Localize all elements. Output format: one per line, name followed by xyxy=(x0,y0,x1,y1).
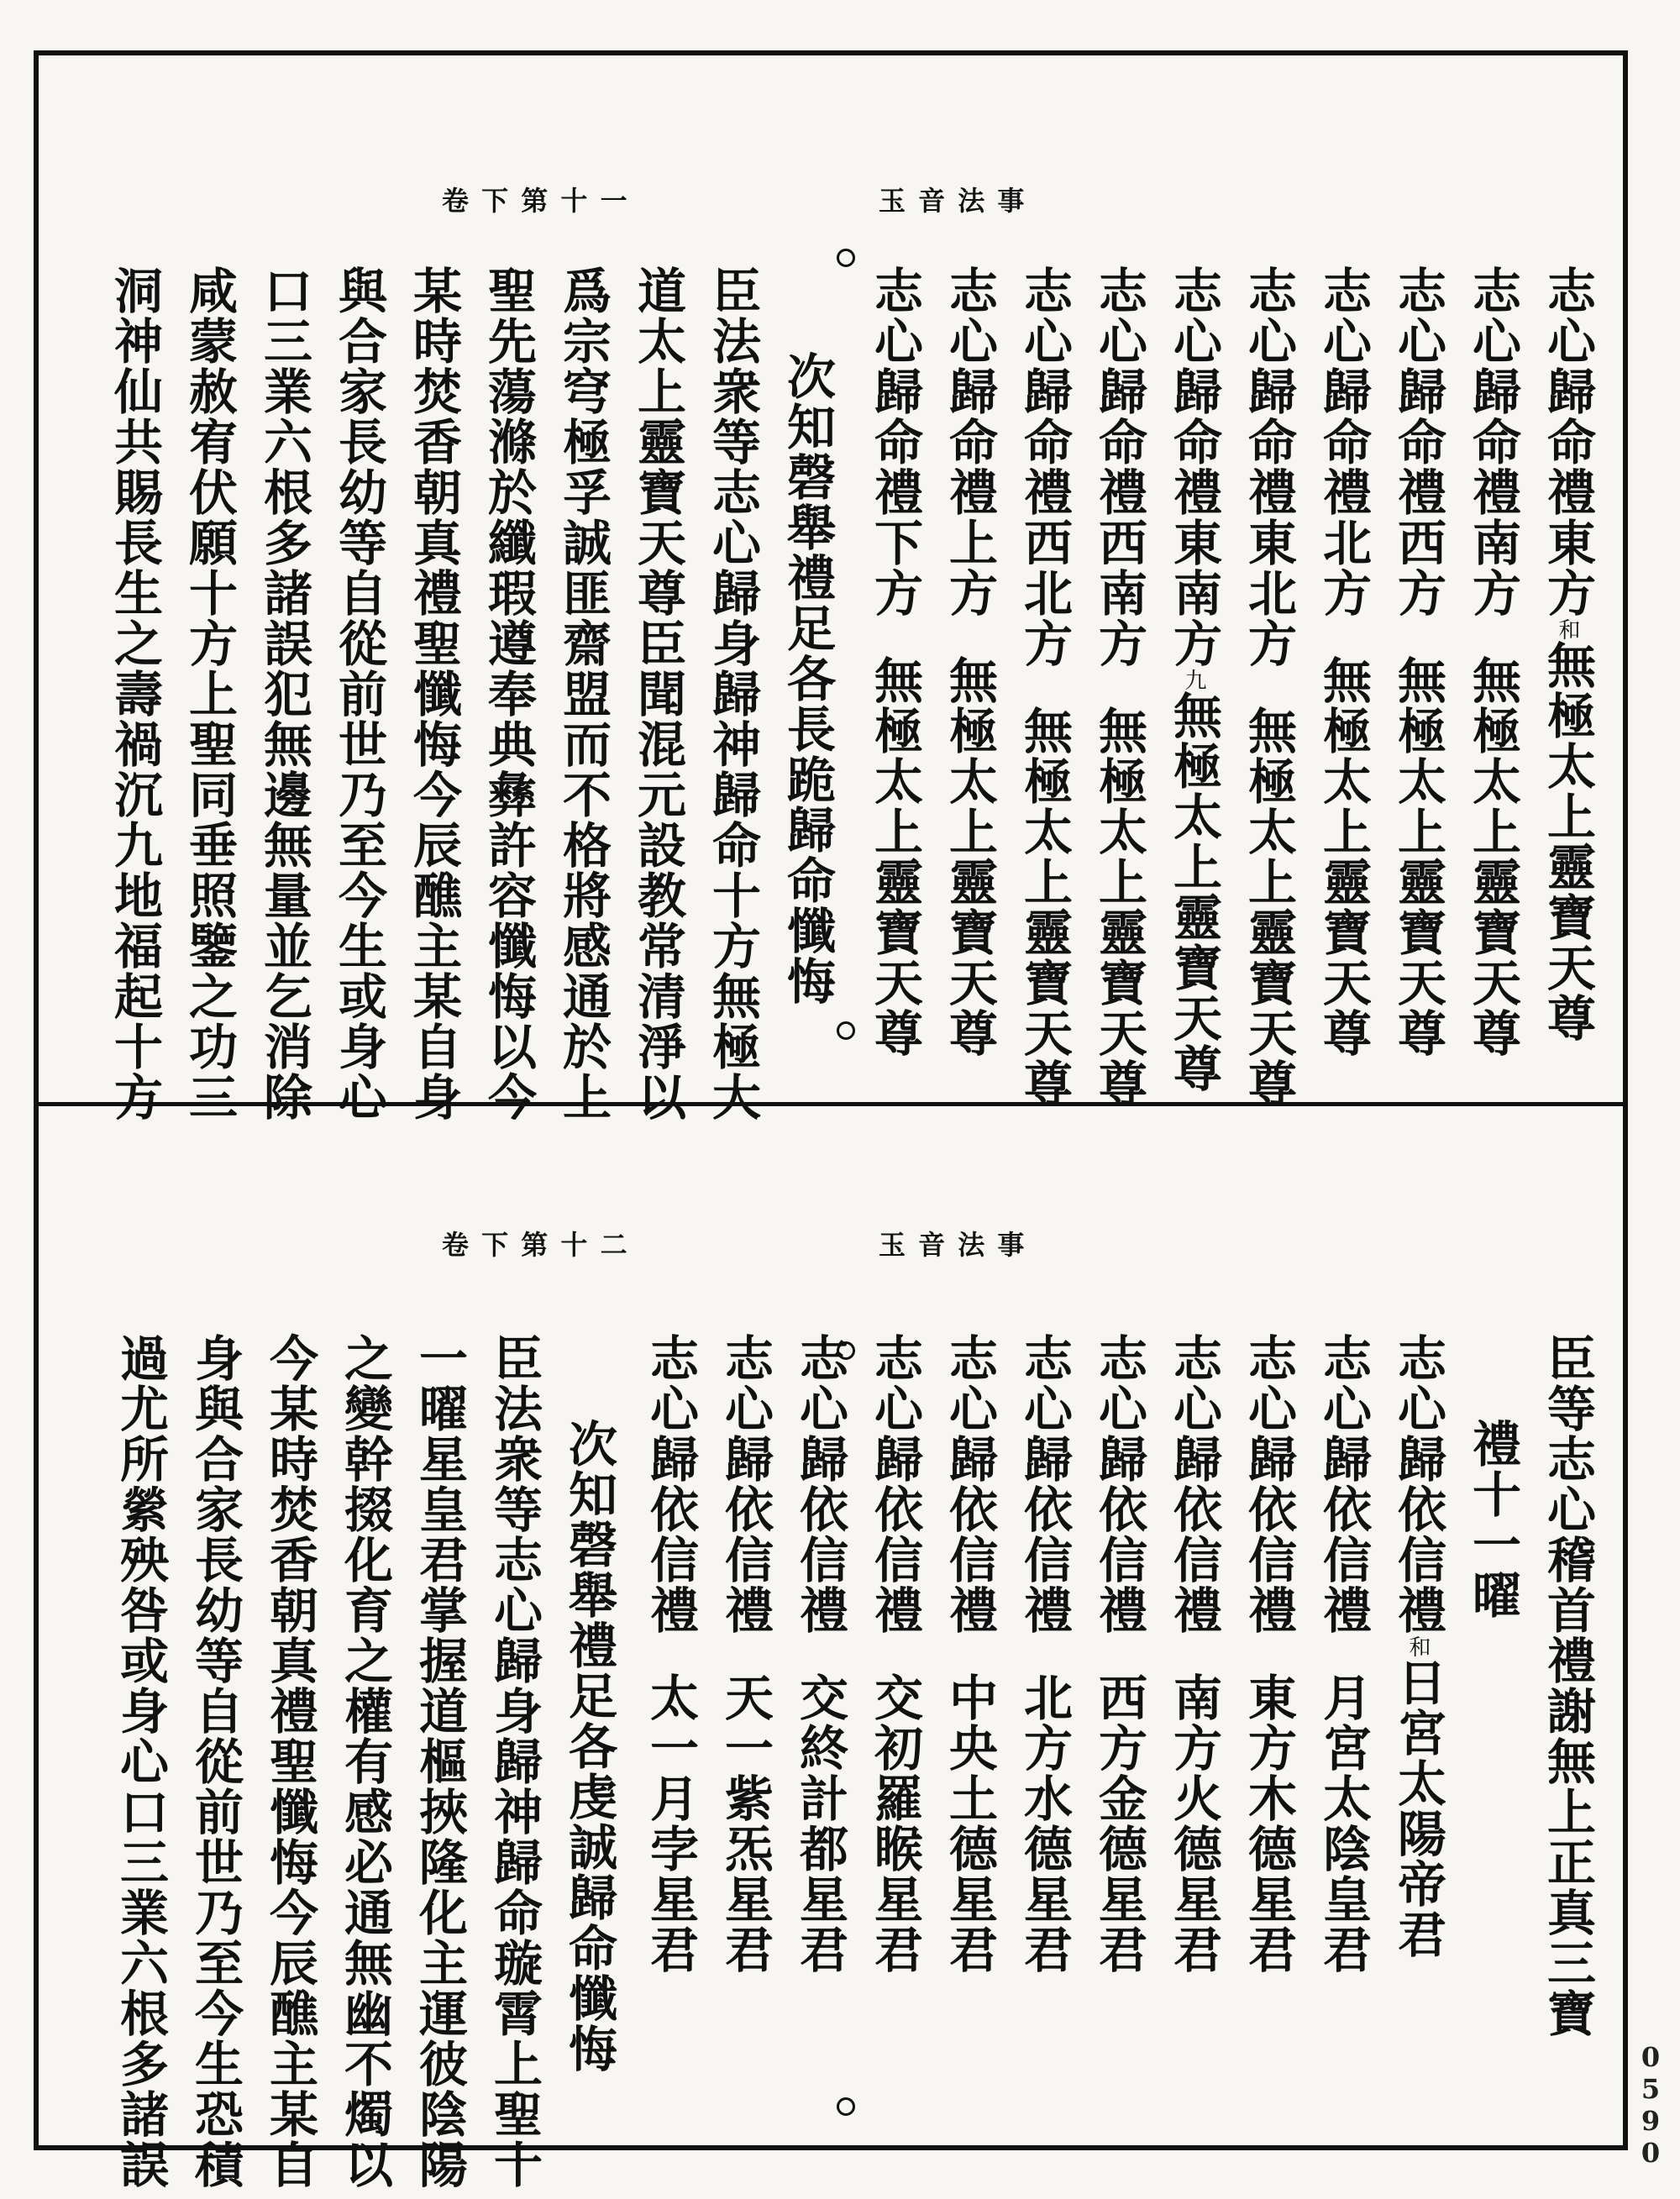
book-title: 玉 音 法 事 xyxy=(879,1229,1026,1261)
text-column: 志心歸依信禮南方火德星君 xyxy=(1165,1333,1222,1975)
text-column: 與合家長幼等自從前世乃至今生或身心 xyxy=(330,265,387,1122)
volume-label: 卷 下 第 十 二 xyxy=(442,1229,629,1261)
running-head xyxy=(156,180,1139,222)
text-column: 志心歸命禮西南方無極太上靈寶天尊 xyxy=(1090,265,1147,1109)
text-column: 臣法衆等志心歸身歸神歸命十方無極大 xyxy=(704,265,761,1122)
circle-mark-icon xyxy=(837,2097,855,2116)
text-column: 道太上靈寶天尊臣聞混元設教常清淨以 xyxy=(629,265,686,1122)
text-column: 口三業六根多諸誤犯無邊無量並乞消除 xyxy=(255,265,312,1122)
circle-mark-icon xyxy=(837,249,855,267)
text-column: 某時焚香朝真禮聖懺悔今辰醮主某自身 xyxy=(405,265,462,1122)
text-column: 志心歸依信禮和日宮太陽帝君 xyxy=(1389,1333,1446,1960)
bottom-page xyxy=(39,1102,1623,2190)
text-column: 之變幹掇化育之權有感必通無幽不燭以 xyxy=(336,1333,393,2190)
text-column: 咸蒙赦宥伏願十方上聖同垂照鑒之功三 xyxy=(181,265,238,1122)
text-column: 志心歸命禮南方無極太上靈寶天尊 xyxy=(1464,265,1521,1058)
text-column: 志心歸依信禮西方金德星君 xyxy=(1090,1333,1147,1975)
text-column: 志心歸命禮西方無極太上靈寶天尊 xyxy=(1389,265,1446,1058)
text-column: 今某時焚香朝真禮聖懺悔今辰醮主某自 xyxy=(261,1333,318,2190)
text-column: 次知磬舉禮足各長跪歸命懺悔 xyxy=(779,351,836,1006)
text-column: 志心歸命禮東方和無極太上靈寶天尊 xyxy=(1539,265,1596,1043)
text-column: 志心歸依信禮天一紫炁星君 xyxy=(717,1333,774,1975)
folio-number: 0590 xyxy=(1635,2041,1667,2169)
text-column: 志心歸依信禮交初羅睺星君 xyxy=(866,1333,923,1975)
text-column: 過尤所縈殃咎或身心口三業六根多諸誤 xyxy=(112,1333,169,2190)
text-column: 志心歸命禮下方無極太上靈寶天尊 xyxy=(866,265,923,1058)
volume-label: 卷 下 第 十 一 xyxy=(442,185,629,217)
text-column: 志心歸命禮上方無極太上靈寶天尊 xyxy=(941,265,998,1058)
text-column: 爲宗穹極孚誠匪齋盟而不格將感通於上 xyxy=(554,265,612,1122)
text-column: 志心歸依信禮月宮太陰皇君 xyxy=(1315,1333,1372,1975)
top-page xyxy=(39,55,1623,1122)
text-column: 志心歸依信禮交終計都星君 xyxy=(791,1333,848,1975)
text-column: 志心歸命禮西北方無極太上靈寶天尊 xyxy=(1016,265,1073,1109)
text-column: 身與合家長幼等自從前世乃至今生恐積 xyxy=(186,1333,244,2190)
running-head xyxy=(156,1224,1139,1266)
page-frame xyxy=(34,50,1628,2190)
text-column: 臣法衆等志心歸身歸神歸命璇霄上聖十 xyxy=(486,1333,543,2190)
text-column: 志心歸依信禮中央土德星君 xyxy=(941,1333,998,1975)
book-title: 玉 音 法 事 xyxy=(879,185,1026,217)
text-column: 一曜星皇君掌握道樞挾隆化主運彼陰陽 xyxy=(411,1333,468,2190)
text-column: 志心歸依信禮東方木德星君 xyxy=(1240,1333,1297,1975)
text-column: 聖先蕩滌於纖瑕遵奉典彝許容懺悔以今 xyxy=(480,265,537,1122)
text-column: 志心歸依信禮北方水德星君 xyxy=(1016,1333,1073,1975)
text-column: 志心歸命禮北方無極太上靈寶天尊 xyxy=(1315,265,1372,1058)
text-column: 志心歸依信禮太一月孛星君 xyxy=(642,1333,699,1975)
text-column: 志心歸命禮東南方九無極太上靈寶天尊 xyxy=(1165,265,1222,1094)
text-column: 次知磬舉禮足各虔誠歸命懺悔 xyxy=(560,1419,617,2074)
text-column: 洞神仙共賜長生之壽禍沉九地福起十方 xyxy=(106,265,163,1122)
text-column: 禮十一曜 xyxy=(1464,1419,1521,1620)
circle-mark-icon xyxy=(837,1021,855,1040)
text-column: 臣等志心稽首禮謝無上正真三寶 xyxy=(1539,1333,1596,2039)
text-column: 志心歸命禮東北方無極太上靈寶天尊 xyxy=(1240,265,1297,1109)
